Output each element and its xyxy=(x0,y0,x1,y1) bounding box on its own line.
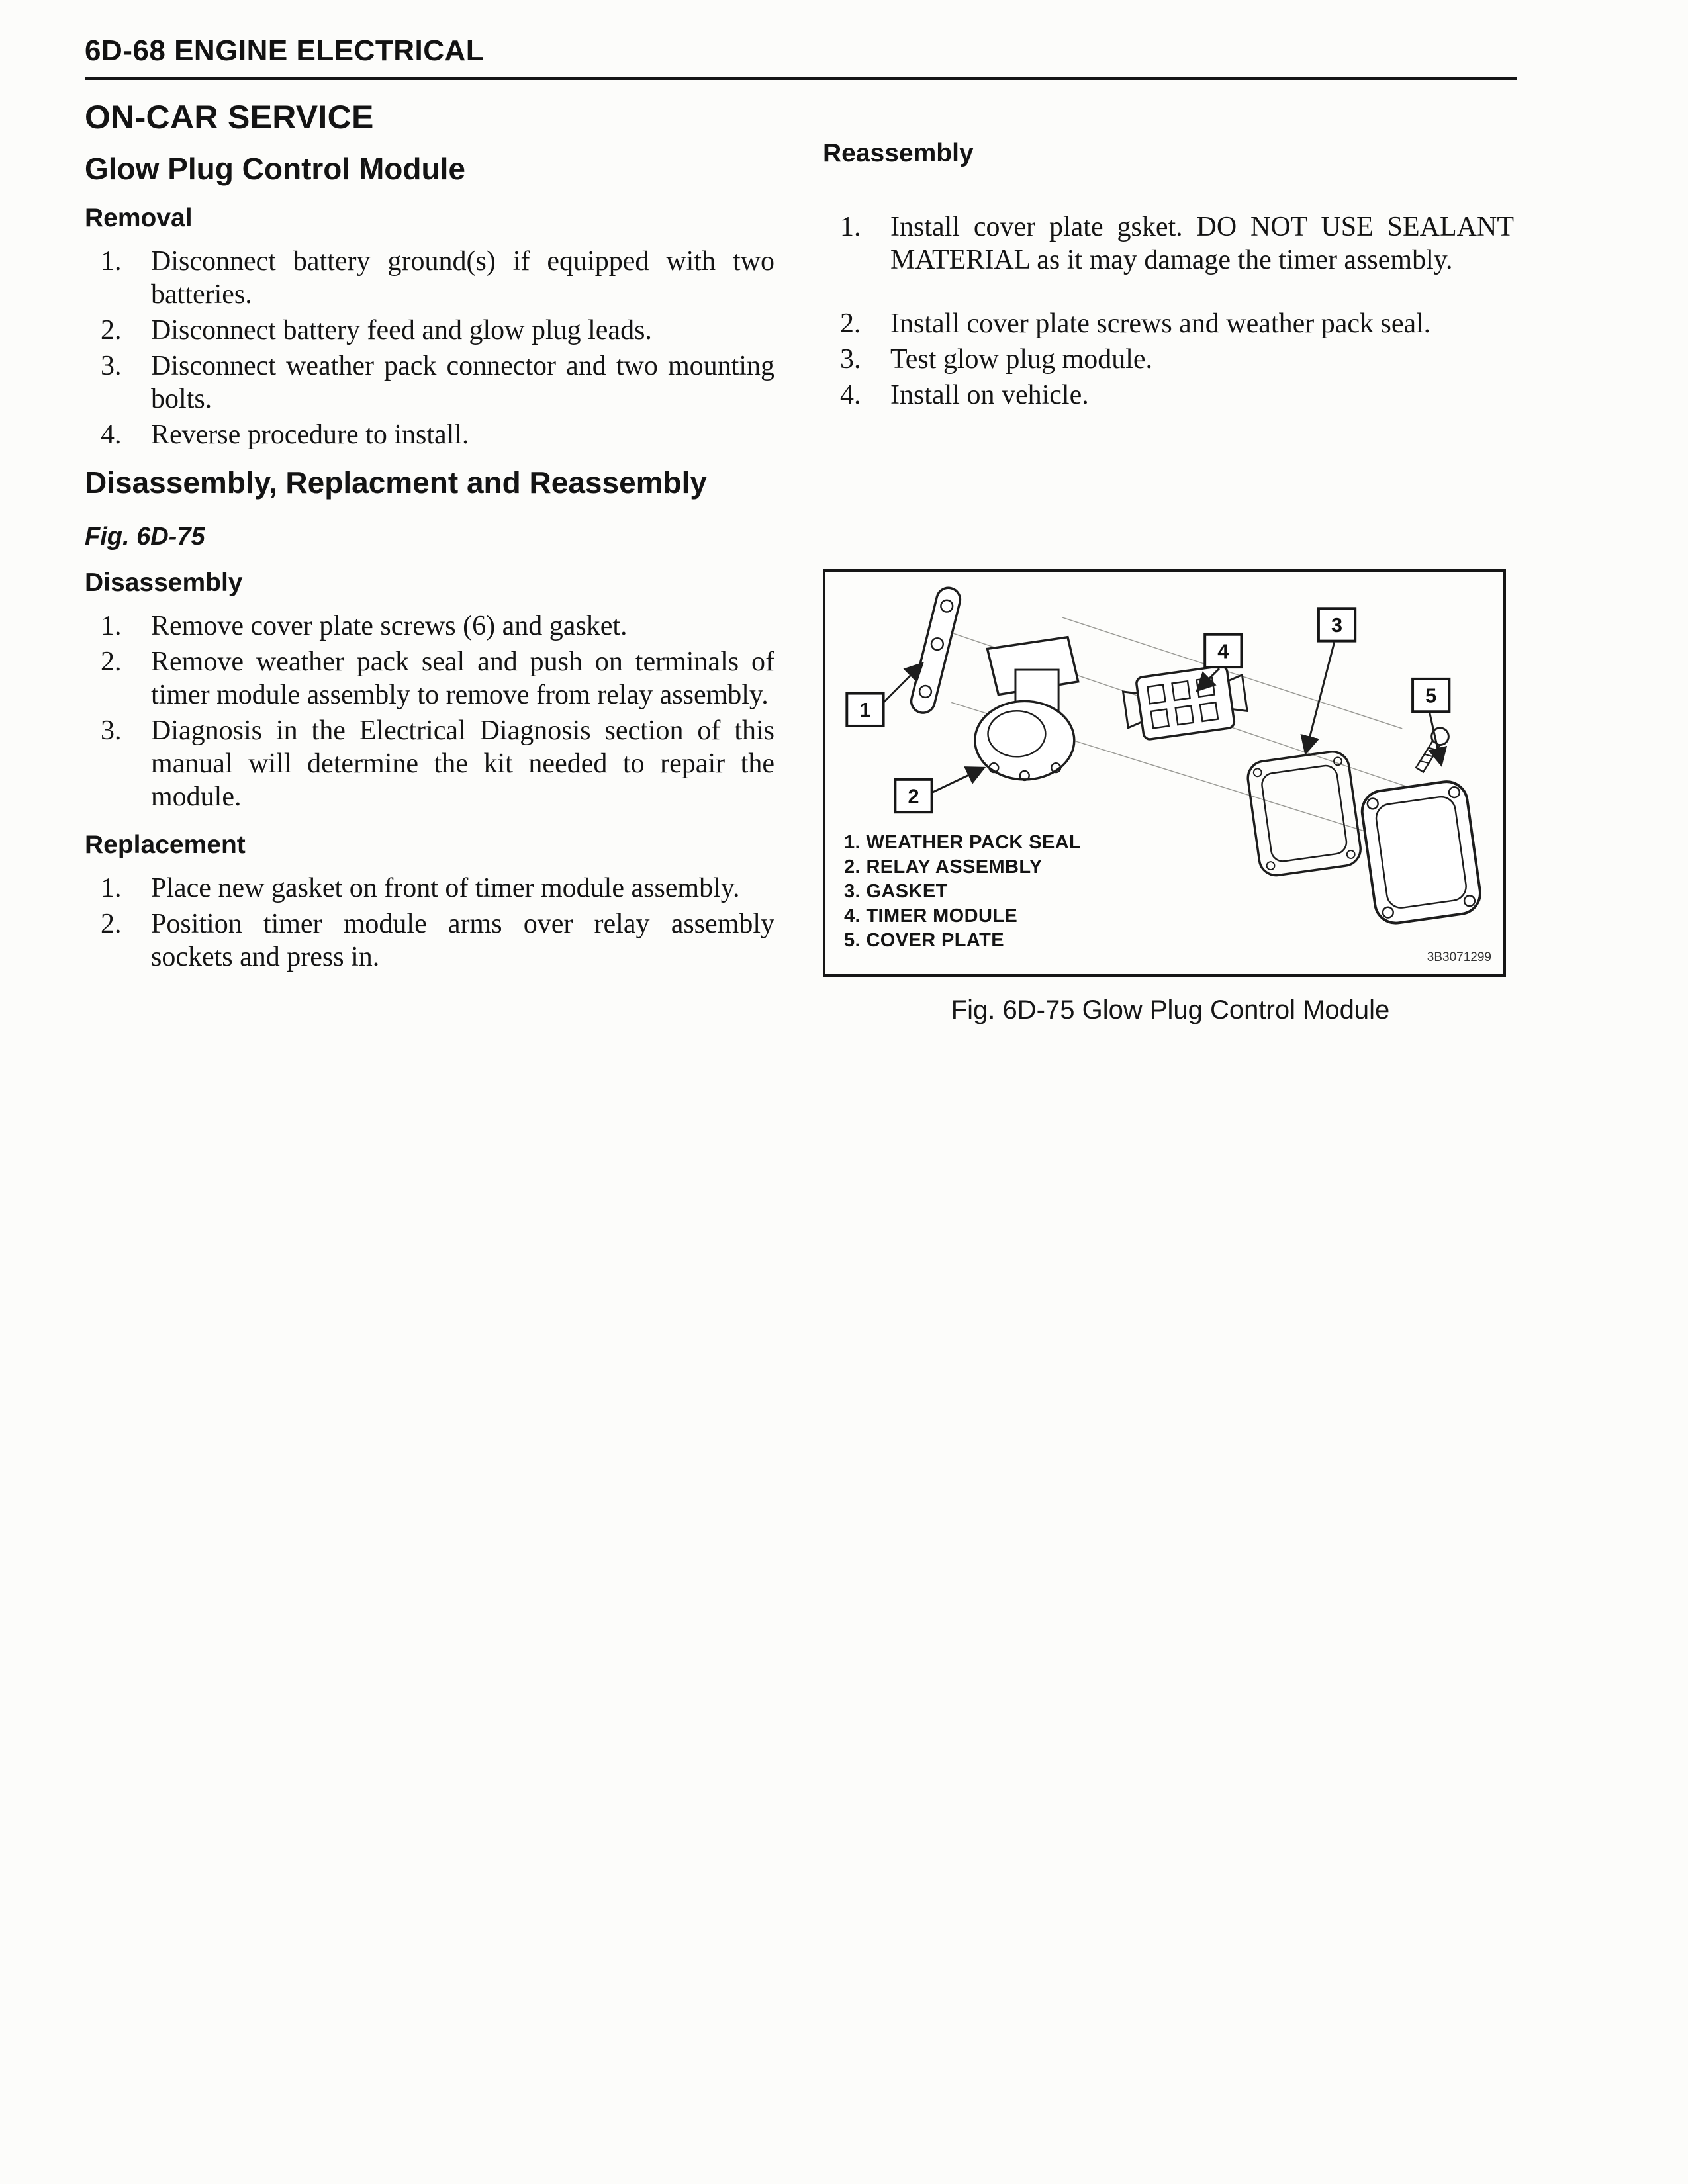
removal-heading: Removal xyxy=(85,204,193,232)
cover-plate-drawing xyxy=(1360,779,1483,926)
figure xyxy=(823,569,1518,1025)
removal-steps xyxy=(85,245,778,451)
figure-part-number: 3B3071299 xyxy=(1427,950,1491,964)
screw-drawing xyxy=(1412,725,1452,774)
disassembly-heading: Disassembly xyxy=(85,569,243,597)
gasket-drawing xyxy=(1246,749,1363,877)
step-number: 3. xyxy=(840,344,861,375)
reassembly-heading: Reassembly xyxy=(823,139,974,167)
step-text: Place new gasket on front of timer module assembly. xyxy=(151,873,740,903)
figure-legend xyxy=(844,831,1081,953)
replacement-heading: Replacement xyxy=(85,831,246,859)
callout-4 xyxy=(1205,635,1241,667)
left-column xyxy=(85,98,778,978)
list-item xyxy=(823,379,1518,412)
callout-3 xyxy=(1319,608,1355,641)
step-number: 2. xyxy=(840,308,861,339)
relay-assembly-drawing xyxy=(975,637,1078,780)
callout-2 xyxy=(895,780,931,812)
callout-5-label: 5 xyxy=(1425,684,1437,707)
step-number: 2. xyxy=(101,647,122,677)
step-text: Diagnosis in the Electrical Diagnosis section of this manual will determine the kit needed to repair the module. xyxy=(151,715,774,812)
step-number: 2. xyxy=(101,909,122,939)
callout-3-label: 3 xyxy=(1331,614,1343,637)
step-text: Disconnect weather pack connector and two mounting bolts. xyxy=(151,351,774,414)
section-title: ON-CAR SERVICE xyxy=(85,99,374,136)
list-item xyxy=(85,349,778,416)
list-item xyxy=(85,714,778,813)
reassembly-steps xyxy=(823,210,1518,412)
callout-1-label: 1 xyxy=(859,699,871,722)
list-item xyxy=(823,307,1518,340)
list-item xyxy=(85,418,778,451)
list-item xyxy=(823,343,1518,376)
step-text: Test glow plug module. xyxy=(890,344,1153,375)
step-number: 3. xyxy=(101,351,122,381)
step-text: Position timer module arms over relay assembly sockets and press in. xyxy=(151,909,774,972)
figure-reference: Fig. 6D-75 xyxy=(85,523,205,551)
callout-2-label: 2 xyxy=(908,785,919,808)
step-text: Remove weather pack seal and push on terminals of timer module assembly to remove from relay assembly. xyxy=(151,647,774,710)
step-text: Remove cover plate screws (6) and gasket. xyxy=(151,611,628,641)
callout-1 xyxy=(847,694,883,726)
list-item xyxy=(85,314,778,347)
figure-caption: Fig. 6D-75 Glow Plug Control Module xyxy=(951,995,1390,1024)
weather-pack-seal-drawing xyxy=(909,586,962,715)
callout-5 xyxy=(1413,679,1449,711)
legend-item: 3. GASKET xyxy=(844,881,948,902)
disassembly-section-heading: Disassembly, Replacment and Reassembly xyxy=(85,465,708,500)
right-column xyxy=(823,139,1518,1025)
step-text: Install cover plate screws and weather pack seal. xyxy=(890,308,1431,339)
step-text: Install cover plate gsket. DO NOT USE SEALANT MATERIAL as it may damage the timer assembly. xyxy=(890,212,1514,275)
legend-item: 5. COVER PLATE xyxy=(844,930,1004,951)
list-item xyxy=(85,645,778,711)
page-header xyxy=(85,34,1517,80)
step-number: 1. xyxy=(101,611,122,641)
list-item xyxy=(85,245,778,311)
step-number: 1. xyxy=(101,873,122,903)
step-number: 1. xyxy=(101,246,122,277)
timer-module-drawing xyxy=(1121,663,1249,742)
step-text: Disconnect battery feed and glow plug leads. xyxy=(151,315,652,345)
legend-item: 4. TIMER MODULE xyxy=(844,905,1018,927)
list-item xyxy=(823,210,1518,277)
step-number: 4. xyxy=(840,380,861,410)
list-item xyxy=(85,610,778,643)
page-header-title: 6D-68 ENGINE ELECTRICAL xyxy=(85,34,485,67)
module-title: Glow Plug Control Module xyxy=(85,152,465,186)
step-text: Disconnect battery ground(s) if equipped with two batteries. xyxy=(151,246,774,310)
step-number: 4. xyxy=(101,420,122,450)
step-text: Reverse procedure to install. xyxy=(151,420,469,450)
step-number: 1. xyxy=(840,212,861,242)
replacement-steps xyxy=(85,872,778,974)
step-number: 2. xyxy=(101,315,122,345)
figure-box xyxy=(823,569,1506,977)
disassembly-steps xyxy=(85,610,778,813)
legend-item: 2. RELAY ASSEMBLY xyxy=(844,856,1043,878)
callout-4-label: 4 xyxy=(1217,640,1229,663)
list-item xyxy=(85,872,778,905)
list-item xyxy=(85,907,778,974)
legend-item: 1. WEATHER PACK SEAL xyxy=(844,832,1082,853)
step-number: 3. xyxy=(101,715,122,746)
step-text: Install on vehicle. xyxy=(890,380,1089,410)
